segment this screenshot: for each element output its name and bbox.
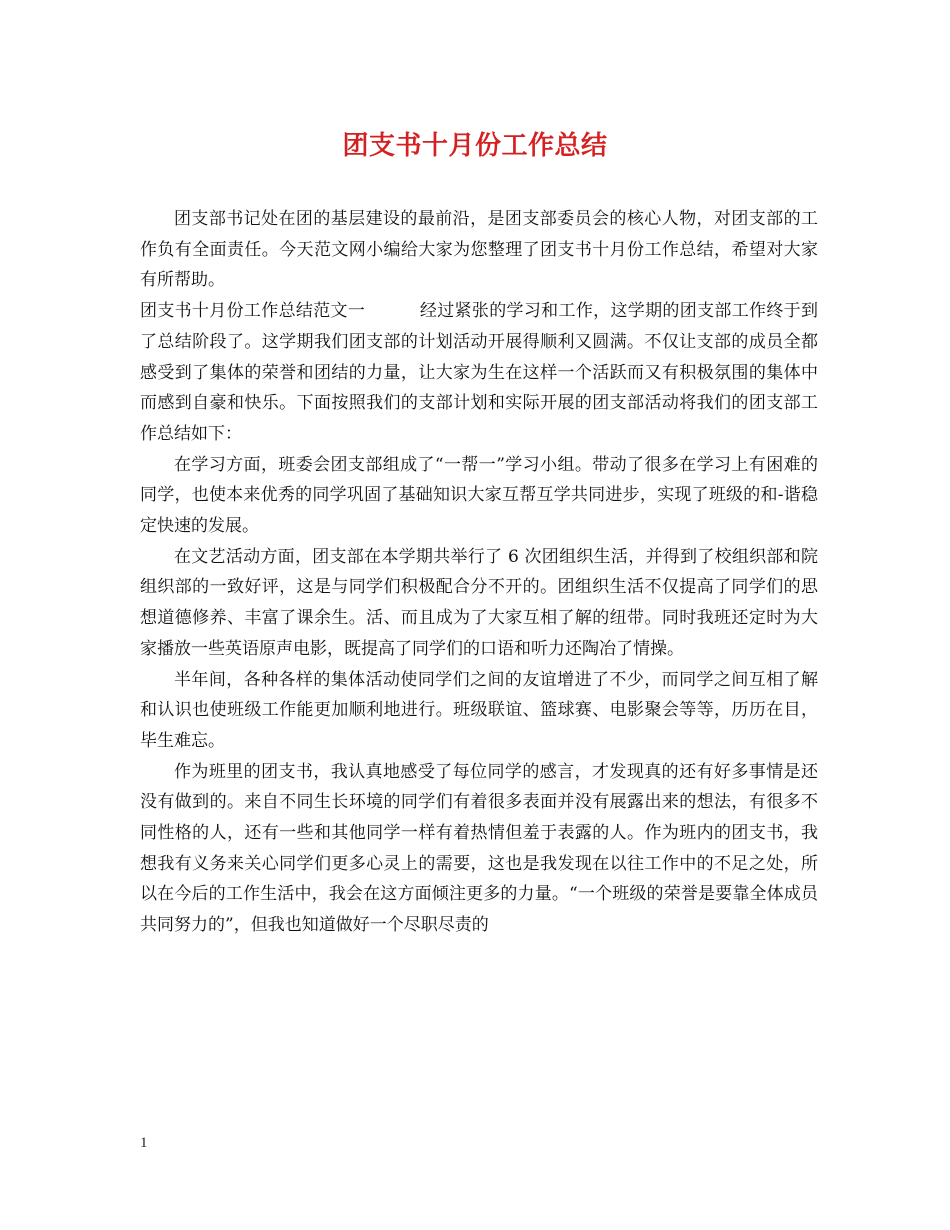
section-lead-text: 经过紧张的学习和工作，这学期的团支部工作终于到了总结阶段了。这学期我们团支部的计划活动开展得顺利又圆满。不仅让支部的成员全都感受到了集体的荣誉和团结的力量，让大家为生在这样一个活跃而又有积极氛围的集体中而感到自豪和快乐。下面按照我们的支部计划和实际开展的团支部活动将我们的团支部工作总结如下： <box>140 301 819 444</box>
body-paragraph-study: 在学习方面，班委会团支部组成了“一帮一”学习小组。带动了很多在学习上有困难的同学，也使本来优秀的同学巩固了基础知识大家互帮互学共同进步，实现了班级的和-谐稳定快速的发展。 <box>140 454 818 537</box>
section-paragraph <box>140 296 818 450</box>
body-paragraph-friendship: 半年间，各种各样的集体活动使同学们之间的友谊增进了不少，而同学之间互相了解和认识也使班级工作能更加顺利地进行。班级联谊、篮球赛、电影聚会等等，历历在目，毕生难忘。 <box>140 669 818 751</box>
intro-paragraph: 团支部书记处在团的基层建设的最前沿，是团支部委员会的核心人物，对团支部的工作负有全面责任。今天范文网小编给大家为您整理了团支书十月份工作总结，希望对大家有所帮助。 <box>140 209 818 291</box>
document-body <box>140 204 818 941</box>
section-heading: 团支书十月份工作总结范文一 <box>140 301 366 322</box>
body-paragraph-arts: 在文艺活动方面，团支部在本学期共举行了 6 次团组织生活，并得到了校组织部和院组织部的一致好评，这是与同学们积极配合分不开的。团组织生活不仅提高了同学们的思想道德修养、丰富了课余生。活、而且成为了大家互相了解的纽带。同时我班还定时为大家播放一些英语原声电影，既提高了同学们的口语和听力还陶冶了情操。 <box>140 546 818 659</box>
body-paragraph-reflection: 作为班里的团支书，我认真地感受了每位同学的感言，才发现真的还有好多事情是还没有做到的。来自不同生长环境的同学们有着很多表面并没有展露出来的想法，有很多不同性格的人，还有一些和其他同学一样有着热情但羞于表露的人。作为班内的团支书，我想我有义务来关心同学们更多心灵上的需要，这也是我发现在以往工作中的不足之处，所以在今后的工作生活中，我会在这方面倾注更多的力量。“一个班级的荣誉是要靠全体成员共同努力的”，但我也知道做好一个尽职尽责的 <box>140 761 818 936</box>
page-number: 1 <box>140 1135 148 1151</box>
page-title: 团支书十月份工作总结 <box>342 131 608 161</box>
